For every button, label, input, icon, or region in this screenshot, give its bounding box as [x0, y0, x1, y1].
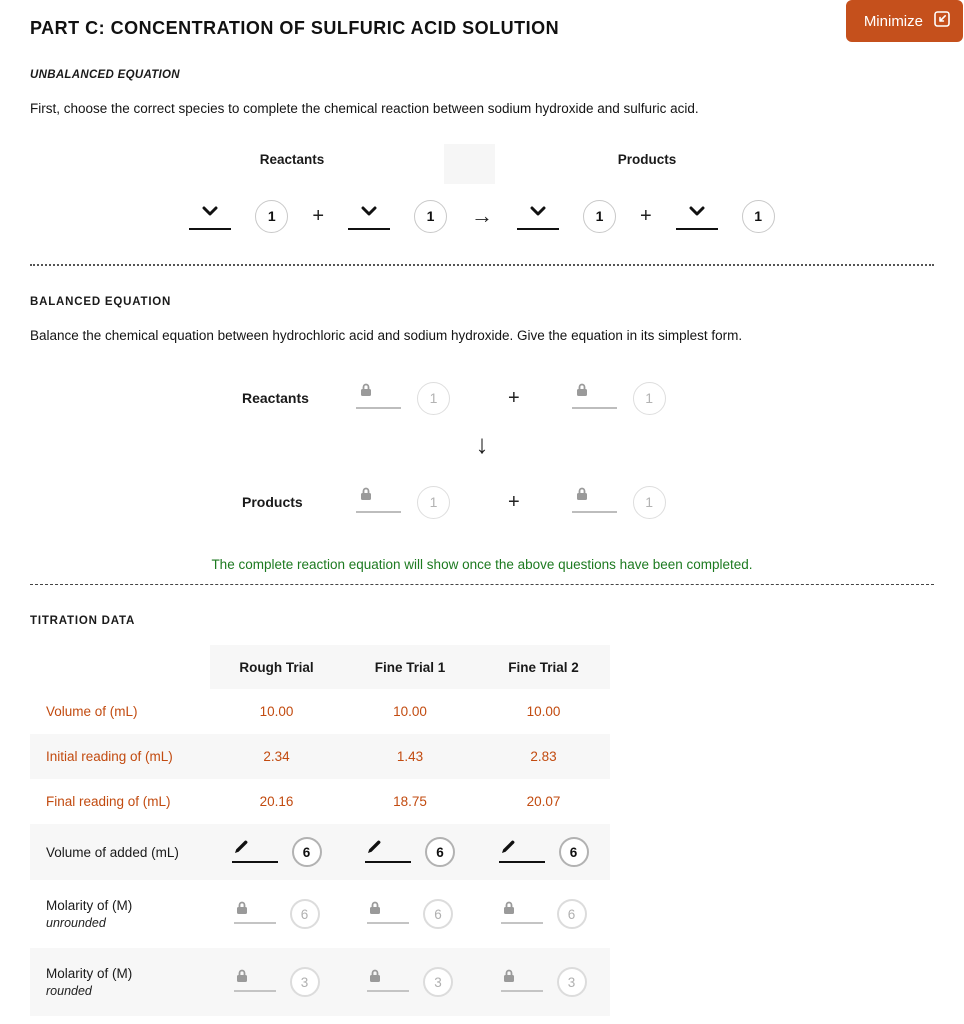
locked-species-field [356, 491, 401, 513]
table-header-row [30, 645, 610, 689]
table-corner-cell [30, 645, 210, 689]
unbalanced-instruction: First, choose the correct species to complete the chemical reaction between sodium hydroxide and sulfuric acid. [30, 101, 699, 116]
points-badge: 6 [290, 899, 320, 929]
column-header-fine-trial-2: Fine Trial 2 [477, 645, 610, 689]
lock-icon [503, 969, 515, 986]
plus-operator: + [312, 204, 324, 227]
table-row [30, 880, 610, 948]
locked-field [501, 972, 543, 992]
species-dropdown-2[interactable] [348, 203, 390, 230]
points-badge: 6 [559, 837, 589, 867]
row-label-main: Molarity of (M) [46, 966, 133, 981]
pencil-icon [367, 840, 381, 857]
editable-cell [477, 824, 610, 880]
down-arrow: ↓ [475, 429, 489, 459]
pencil-icon [234, 840, 248, 857]
completion-note: The complete reaction equation will show once the above questions have been completed. [211, 557, 753, 572]
balanced-reactants-label: Reactants [242, 390, 309, 406]
lock-icon [360, 487, 372, 506]
table-row [30, 948, 610, 1016]
lock-icon [360, 383, 372, 402]
points-badge: 3 [557, 967, 587, 997]
row-label [30, 880, 210, 948]
editable-cell [210, 824, 343, 880]
lock-icon [236, 901, 248, 918]
locked-field [367, 972, 409, 992]
locked-field [367, 904, 409, 924]
coefficient-badge: 1 [414, 200, 447, 233]
titration-table [30, 645, 610, 1016]
points-badge: 6 [292, 837, 322, 867]
balanced-instruction: Balance the chemical equation between hydrochloric acid and sodium hydroxide. Give the equation in its simplest form. [30, 328, 743, 343]
chevron-down-icon [361, 203, 377, 221]
volume-input-rough[interactable] [232, 841, 278, 863]
row-label [30, 948, 210, 1016]
equation-column-labels [30, 144, 934, 184]
reactants-label: Reactants [259, 152, 325, 167]
chevron-down-icon [530, 203, 546, 221]
locked-cell [343, 948, 477, 1016]
lock-icon [236, 969, 248, 986]
row-label: Volume of (mL) [46, 704, 138, 719]
value-cell: 20.07 [526, 794, 561, 809]
locked-cell [210, 880, 343, 948]
coefficient-badge: 1 [742, 200, 775, 233]
plus-operator: + [508, 386, 520, 409]
minimize-label: Minimize [863, 12, 923, 30]
dotted-divider [30, 264, 934, 266]
coefficient-badge: 1 [255, 200, 288, 233]
row-label: Final reading of (mL) [46, 794, 171, 809]
value-cell: 10.00 [526, 704, 561, 719]
locked-coefficient-badge: 1 [633, 382, 666, 415]
locked-species-field [572, 387, 617, 409]
locked-species-field [572, 491, 617, 513]
locked-cell [477, 948, 610, 1016]
lock-icon [369, 969, 381, 986]
value-cell: 20.16 [259, 794, 294, 809]
reaction-arrow: → [471, 203, 493, 228]
lock-icon [503, 901, 515, 918]
plus-operator: + [640, 204, 652, 227]
locked-species-field [356, 387, 401, 409]
balanced-section-label: BALANCED EQUATION [30, 296, 172, 308]
column-header-fine-trial-1: Fine Trial 1 [343, 645, 477, 689]
locked-field [501, 904, 543, 924]
table-row [30, 779, 610, 824]
points-badge: 3 [290, 967, 320, 997]
lock-icon [369, 901, 381, 918]
species-dropdown-3[interactable] [517, 203, 559, 230]
locked-coefficient-badge: 1 [417, 486, 450, 519]
lock-icon [576, 383, 588, 402]
locked-coefficient-badge: 1 [633, 486, 666, 519]
locked-cell [343, 880, 477, 948]
page-title: PART C: CONCENTRATION OF SULFURIC ACID SOLUTION [30, 18, 560, 38]
row-label: Volume of added (mL) [46, 844, 179, 860]
plus-operator: + [508, 490, 520, 513]
row-label-sub: rounded [46, 984, 92, 998]
row-label-sub: unrounded [46, 916, 106, 930]
products-label: Products [617, 152, 677, 167]
lock-icon [576, 487, 588, 506]
arrow-placeholder-box [444, 144, 495, 184]
balanced-products-row [242, 485, 934, 519]
locked-field [234, 904, 276, 924]
value-cell: 18.75 [393, 794, 427, 809]
table-row [30, 689, 610, 734]
chevron-down-icon [689, 203, 705, 221]
locked-field [234, 972, 276, 992]
species-dropdown-1[interactable] [189, 203, 231, 230]
pencil-icon [501, 840, 515, 857]
row-label-main: Molarity of (M) [46, 898, 133, 913]
balanced-products-label: Products [242, 494, 303, 510]
value-cell: 2.34 [263, 749, 290, 764]
table-row [30, 824, 610, 880]
editable-cell [343, 824, 477, 880]
table-row [30, 734, 610, 779]
locked-cell [210, 948, 343, 1016]
species-dropdown-4[interactable] [676, 203, 718, 230]
unbalanced-section-label: UNBALANCED EQUATION [30, 69, 180, 81]
value-cell: 10.00 [393, 704, 427, 719]
row-label: Initial reading of (mL) [46, 749, 173, 764]
points-badge: 6 [557, 899, 587, 929]
points-badge: 3 [423, 967, 453, 997]
column-header-rough-trial: Rough Trial [210, 645, 343, 689]
coefficient-badge: 1 [583, 200, 616, 233]
unbalanced-equation-row [30, 194, 934, 238]
value-cell: 10.00 [259, 704, 294, 719]
locked-cell [477, 880, 610, 948]
value-cell: 2.83 [530, 749, 557, 764]
minimize-icon [933, 10, 951, 32]
dashed-divider [30, 584, 934, 585]
minimize-button[interactable] [846, 0, 963, 42]
chevron-down-icon [202, 203, 218, 221]
value-cell: 1.43 [396, 749, 424, 764]
points-badge: 6 [423, 899, 453, 929]
locked-coefficient-badge: 1 [417, 382, 450, 415]
balanced-reactants-row [242, 381, 934, 415]
points-badge: 6 [425, 837, 455, 867]
volume-input-fine-2[interactable] [499, 841, 545, 863]
volume-input-fine-1[interactable] [365, 841, 411, 863]
titration-section-label: TITRATION DATA [30, 615, 136, 627]
